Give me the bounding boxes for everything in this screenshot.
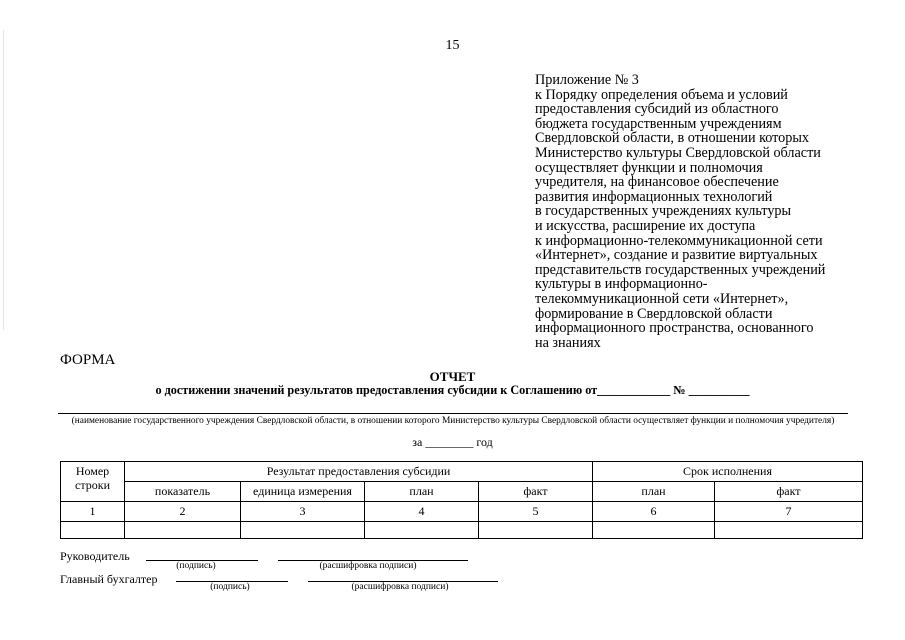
table-cell <box>715 522 863 539</box>
column-number: 1 <box>61 502 125 522</box>
appendix-line: осуществляет функции и полномочия <box>535 159 763 176</box>
subheader-result-plan: план <box>365 482 479 502</box>
result-header: Результат предоставления субсидии <box>125 462 593 482</box>
table-subheader-row <box>61 482 863 502</box>
column-number-row <box>61 502 863 522</box>
head-signature-caption: (подпись) <box>176 561 216 571</box>
appendix-line: телекоммуникационной сети «Интернет», <box>535 290 789 307</box>
appendix-line: информационного пространства, основанного <box>535 320 814 337</box>
appendix-line: развития информационных технологий <box>535 188 773 205</box>
table-cell <box>241 522 365 539</box>
appendix-line: культуры в информационно- <box>535 276 708 293</box>
appendix-line: Свердловской области, в отношении которых <box>535 130 810 147</box>
accountant-signature-caption: (подпись) <box>210 582 250 592</box>
appendix-line: «Интернет», создание и развитие виртуальных <box>535 247 818 264</box>
table-row <box>61 522 863 539</box>
column-number: 6 <box>593 502 715 522</box>
column-number: 7 <box>715 502 863 522</box>
table-cell <box>593 522 715 539</box>
table-cell <box>125 522 241 539</box>
report-subtitle: о достижении значений результатов предоставления субсидии к Соглашению от____________ № __________ <box>155 383 750 397</box>
subheader-indicator: показатель <box>125 482 241 502</box>
table-header-row <box>61 462 863 482</box>
appendix-line: формирование в Свердловской области <box>535 305 773 322</box>
page-number: 15 <box>445 38 460 53</box>
appendix-line: в государственных учреждениях культуры <box>535 203 792 220</box>
deadline-header: Срок исполнения <box>593 462 863 482</box>
appendix-line: на знаниях <box>535 334 601 351</box>
row-number-header: Номер строки <box>61 462 125 502</box>
table-cell <box>365 522 479 539</box>
appendix-line: Министерство культуры Свердловской области <box>535 144 821 161</box>
appendix-line: бюджета государственным учреждениям <box>535 115 782 132</box>
appendix-reference <box>535 73 865 350</box>
column-number: 2 <box>125 502 241 522</box>
head-decoding-caption: (расшифровка подписи) <box>319 561 417 571</box>
column-number: 4 <box>365 502 479 522</box>
table-cell <box>479 522 593 539</box>
appendix-line: к информационно-телекоммуникационной сети <box>535 232 823 249</box>
form-label: ФОРМА <box>60 352 116 368</box>
subheader-deadline-plan: план <box>593 482 715 502</box>
subheader-result-fact: факт <box>479 482 593 502</box>
table-cell <box>61 522 125 539</box>
appendix-line: учредителя, на финансовое обеспечение <box>535 174 779 191</box>
scan-edge <box>3 30 4 330</box>
report-year-line: за ________ год <box>412 435 493 449</box>
appendix-line: Приложение № 3 <box>535 72 639 88</box>
report-title: ОТЧЕТ <box>429 369 476 384</box>
appendix-line: предоставления субсидий из областного <box>535 101 779 118</box>
column-number: 5 <box>479 502 593 522</box>
report-table <box>60 461 863 539</box>
subheader-unit: единица измерения <box>241 482 365 502</box>
head-label: Руководитель <box>60 549 130 563</box>
appendix-line: к Порядку определения объема и условий <box>535 86 788 103</box>
accountant-decoding-caption: (расшифровка подписи) <box>351 582 449 592</box>
appendix-line: и искусства, расширение их доступа <box>535 217 756 234</box>
column-number: 3 <box>241 502 365 522</box>
institution-name-line <box>58 413 848 414</box>
subheader-deadline-fact: факт <box>715 482 863 502</box>
accountant-label: Главный бухгалтер <box>60 572 158 586</box>
institution-name-caption: (наименование государственного учреждения Свердловской области, в отношении которого Министерство культуры Свердловской области осуществляет функции и полномочия учредителя) <box>71 416 835 426</box>
appendix-line: представительств государственных учреждений <box>535 261 826 278</box>
